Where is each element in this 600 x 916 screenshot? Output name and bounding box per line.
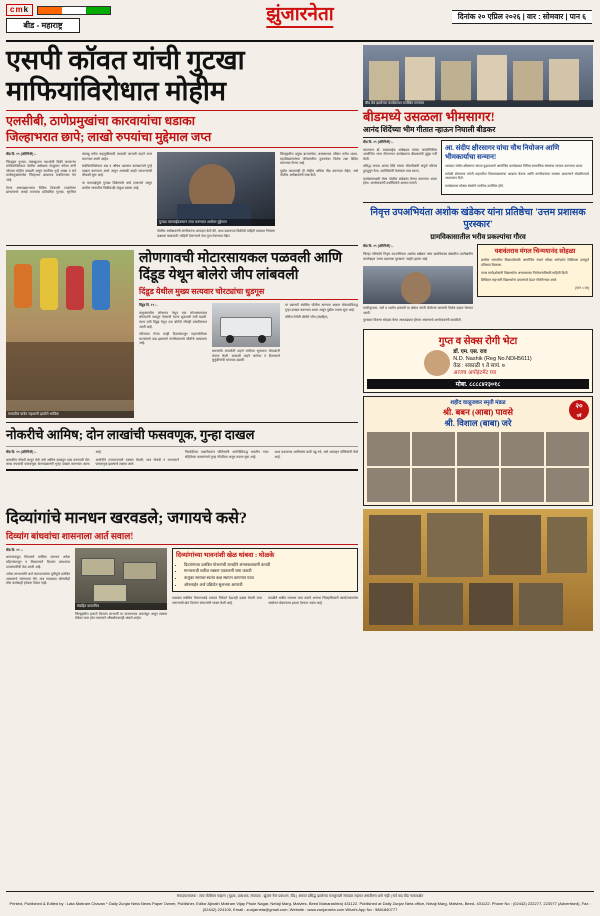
paragraph: परिसरात गेल्या काही दिवसांपासून वाहनचोरीच्या घटनांमध्ये वाढ झाल्याने नागरिकांमध्ये भीतीचे वातावरण आहे. bbox=[139, 332, 207, 346]
right-story3-subhead: ग्रामविकासातील भरीव प्रकल्पांचा गौरव bbox=[430, 233, 526, 242]
paragraph: जिल्ह्यातील हजारो दिव्यांग लाभार्थी या मानधनावर अवलंबून असून रक्कम वेळेवर जमा होत नसल्याने औषधोपचारही थांबले आहेत. bbox=[75, 611, 167, 621]
lead-body-wrap bbox=[6, 152, 358, 241]
footer-tagline: संपादक/मालक : लता मोतीराम चव्हाण | मुद्रक, प्रकाशक, संपादक : झुंजार नेता प्रकाशन, बीड | अंकात प्रसिद्ध झालेल्या मजकुराशी संपादक सहमत असतीलच असे नाही | सर्व वाद बीड न्यायकक्षेत bbox=[176, 894, 424, 899]
photo-caption: गुटखा कारवाईदरम्यान जप्त करण्यात आलेला मुद्देमाल bbox=[157, 219, 275, 226]
paragraph: तातडीने थकीत मानधन जमा करावे अन्यथा जिल्हाधिकारी कार्यालयासमोर आंदोलन छेडण्याचा इशारा देण्यात आला आहे. bbox=[268, 596, 358, 605]
paragraph: कार्यक्रमास मोठ्या संख्येने नागरिक उपस्थित होते. bbox=[445, 183, 504, 188]
right-story3-left bbox=[363, 244, 473, 326]
paragraph: शासकीय नोकरी लावून देतो असे आमिष दाखवून एका तरुणाची दोन लाख रुपयांची फसवणूक केल्याप्रकरणी गुन्हा दाखल करण्यात आला आहे. bbox=[6, 450, 102, 467]
bike-photo2-block bbox=[212, 303, 280, 366]
lead-headline bbox=[6, 45, 358, 107]
festival-photo bbox=[6, 250, 134, 418]
disabled-box-headline: दिव्यांगांच्या भावनांशी खेळ थांबवा : घोळके bbox=[176, 551, 275, 559]
right-story3-body2 bbox=[363, 306, 473, 326]
paragraph: ग्रामीण भागातील विद्यार्थ्यांसाठी आयोजित स्पर्धा परीक्षा मार्गदर्शन शिबिरास उत्स्फूर्त प्रतिसाद मिळाला. bbox=[481, 258, 589, 267]
story3-dateline: बीड दि. १९ (प्रतिनिधी) :- bbox=[363, 244, 394, 249]
masthead-rule bbox=[6, 40, 594, 42]
page-grid bbox=[6, 45, 594, 506]
cmyk-logo bbox=[6, 4, 33, 16]
disabled-points-box bbox=[172, 548, 358, 592]
disabled-dateline: बीड दि. १९ :- bbox=[6, 547, 23, 552]
lead-headline-line1: एसपी कॉवत यांची गुटखा bbox=[6, 45, 245, 75]
paragraph: पुरस्कार वितरण सोहळा येत्या आठवड्यात होणार असल्याचे आयोजकांनी कळविले. bbox=[363, 318, 462, 323]
right-side-box bbox=[477, 244, 593, 326]
badge-number: २० bbox=[575, 402, 583, 410]
side-story-box bbox=[477, 244, 593, 297]
right-story3-body bbox=[363, 244, 473, 264]
lead-body-right bbox=[280, 152, 358, 241]
paragraph: घरासमोर लावलेली वाहने रात्रीच्या सुमारास चोरट्यांनी लंपास केली. सकाळी वाहने जागेवर न दिसल्याने कुटुंबीयांची धावपळ उडाली. bbox=[212, 349, 280, 363]
job-body bbox=[6, 450, 358, 467]
paragraph: याबाबत संबंधित विभागाकडे वारंवार निवेदने देऊनही दखल घेतली जात नसल्याची खंत दिव्यांग संघटनांनी व्यक्त केली आहे. bbox=[172, 596, 262, 605]
disabled-body-1 bbox=[6, 548, 70, 624]
paragraph: या कारवाईमुळे गुटखा विक्रेत्यांचे धाबे दणाणले असून ग्रामीण भागातील विक्रीवरही अंकुश बसला आहे. bbox=[82, 180, 152, 190]
money-photo-block bbox=[75, 548, 167, 624]
paragraph: भारतरत्न डॉ. बाबासाहेब आंबेडकर यांच्या जयंतीनिमित्त आयोजित भव्य गीतगायन कार्यक्रमास बीडकरांनी तुडुंब गर्दी केली. bbox=[363, 147, 437, 161]
masthead bbox=[6, 4, 594, 38]
paper-title: झुंजारनेता bbox=[266, 4, 334, 25]
divider bbox=[6, 245, 358, 246]
paragraph: पाणीपुरवठा, रस्ते व शालेय इमारती या क्षेत्रांत त्यांनी केलेल्या कामांची विशेष दखल घेण्यात आली. bbox=[363, 306, 473, 315]
side-story-body bbox=[481, 258, 589, 293]
list-item: • ऑनलाईन अर्ज प्रक्रियेत सुलभता आणावी bbox=[184, 582, 354, 588]
bike-body-2 bbox=[212, 349, 280, 366]
right-story3-headline: निवृत्त उपअभियंता अशोक खंडेकर यांना प्रतिष्ठेचा 'उत्तम प्रशासक पुरस्कार' bbox=[370, 208, 586, 231]
paragraph: आरोपीने टप्प्याटप्प्याने रक्कम घेतली; मात्र नोकरी न लागल्याने फसवणूक झाल्याचे लक्षात आले. bbox=[95, 457, 179, 467]
edition-region: बीड - महाराष्ट्र bbox=[6, 18, 80, 33]
ad-photo-collage bbox=[363, 509, 593, 631]
right-story1-headline: बीडमध्ये उसळला भीमसागर! bbox=[363, 109, 495, 124]
bike-subhead: दिंडूड येथील मुख्य सत्यवार चोरट्यांचा धुडगूस bbox=[139, 286, 358, 300]
photo-caption-inline: चोरीस गेलेली बोलेरो जीप (संग्रहित) bbox=[285, 315, 328, 320]
masthead-left bbox=[6, 4, 111, 33]
right-story1-subhead: आनंद शिंदेंच्या भीम गीतात न्हाऊन निघाली बीडकर bbox=[363, 125, 593, 138]
right-story3-wrap bbox=[363, 244, 593, 326]
bike-text-block bbox=[139, 250, 358, 418]
paragraph: तालुक्यातील लोणगाव येथून एक मोटारसायकल चोरट्यांनी पळवून नेल्याची घटना शुक्रवारी रात्री घडली. त्याच रात्री दिंडूड येथून एक बोलेरो जीपही लांबविण्यात आली आहे. bbox=[139, 310, 207, 329]
left-column bbox=[6, 45, 358, 506]
job-dateline: बीड दि. १९ (प्रतिनिधी) :- bbox=[6, 450, 37, 455]
lead-body-under-photo bbox=[157, 229, 275, 241]
photo-caption: संग्रहित छायाचित्र bbox=[75, 603, 167, 610]
logo-text: cm bbox=[10, 5, 24, 14]
paragraph: पुढील काळातही ही मोहीम अधिक तीव्र करण्यात येईल, असे पोलीस अधीक्षकांनी स्पष्ट केले. bbox=[280, 168, 358, 178]
lead-headline-line2: माफियांविरोधात मोहीम bbox=[6, 76, 226, 106]
paragraph: या प्रकरणी संबंधित पोलीस ठाण्यात अज्ञात चोरट्यांविरुद्ध गुन्हा दाखल करण्यात आला असून पुढील तपास सुरू आहे. bbox=[285, 303, 358, 312]
disabled-body-2 bbox=[75, 612, 167, 624]
divider bbox=[6, 469, 358, 471]
story-bike bbox=[6, 250, 358, 418]
clinic-ad-photo bbox=[424, 350, 450, 376]
bike-body-3 bbox=[285, 303, 358, 366]
jeep-photo bbox=[212, 303, 280, 347]
doctor-reg: N.D. Nashik (Reg No.NDH5611) bbox=[453, 355, 532, 362]
side-story-headline: यशवंतराव मंगल चिन्मयानंद सोहळा bbox=[494, 248, 576, 256]
lead-body-left bbox=[6, 152, 152, 241]
right-column bbox=[363, 45, 593, 506]
divider bbox=[6, 446, 358, 447]
paragraph: तज्ज्ञ मार्गदर्शकांनी विद्यार्थ्यांना अभ्यासाच्या नियोजनाविषयी माहिती दिली. bbox=[481, 270, 569, 275]
bike-body-1 bbox=[139, 303, 207, 366]
side-story-credit: (पान ५ वर) bbox=[575, 285, 589, 290]
paragraph: अशा प्रकारच्या आमिषांना बळी पडू नये, असे आवाहन पोलिसांनी केले आहे. bbox=[274, 450, 358, 459]
bike-dateline: दिंडूड दि. १९ :- bbox=[139, 303, 158, 308]
paragraph: पोलीस अधीक्षकांनी नागरिकांना आवाहन केले की, अशा प्रकारच्या विक्रीची माहिती तत्काळ नियंत्रण कक्षाला कळवावी; माहिती देणाऱ्याचे नाव गुप्त ठेवण्यात येईल. bbox=[157, 229, 275, 238]
right-story2-block bbox=[441, 140, 593, 198]
lead-photo-block bbox=[157, 152, 275, 241]
list-item: • मानधनाची थकीत रक्कम एकरकमी जमा करावी bbox=[184, 568, 354, 574]
footer bbox=[6, 891, 594, 912]
dateline: दिनांक २० एप्रिल २०२६ | वार : सोमवार | पान ६ bbox=[452, 10, 592, 24]
paragraph: जिल्ह्यात गुटखा, तंबाखूजन्य पदार्थांची विक्री करणाऱ्या माफियांविरोधात पोलीस अधीक्षक नंदकुमार कॉवत यांनी जोरदार मोहीम उघडली असून स्थानिक गुन्हे शाखा व सर्व ठाणेप्रमुखांमार्फत जिल्हाभर छापासत्र राबविण्यात येत आहे. bbox=[6, 159, 76, 182]
anniversary-badge bbox=[569, 400, 589, 420]
lead-dateline: बीड दि. १९ (प्रतिनिधी) :- bbox=[6, 152, 37, 156]
greeting-ad-photos-2 bbox=[367, 468, 589, 502]
disabled-headline: दिव्यांगांचे मानधन खरवडले; जगायचे कसे? bbox=[6, 509, 247, 527]
badge-sub: वर्षे bbox=[576, 412, 582, 418]
paper-title-wrap bbox=[266, 4, 333, 28]
currency-photo bbox=[75, 548, 167, 610]
paragraph: जिल्हा परिषदेचे निवृत्त उपअभियंता अशोक खंडेकर यांना ग्रामविकास क्षेत्रातील उल्लेखनीय कार्याबद्दल 'उत्तम प्रशासक पुरस्कार' जाहीर झाला आहे. bbox=[363, 251, 473, 261]
clinic-appointment: आजच अपॉइंटमेंट घ्या bbox=[453, 369, 497, 376]
bike-photo-block bbox=[6, 250, 134, 418]
right-story2-box bbox=[441, 140, 593, 195]
clinic-ad[interactable] bbox=[363, 329, 593, 393]
tricolor-strip-icon bbox=[37, 6, 111, 15]
lead-subhead-line2: जिल्हाभरात छापे; लाखो रुपयांचा मुद्देमाल जप्त bbox=[6, 130, 212, 144]
disabled-subhead: दिव्यांग बांधवांचा शासनाला आर्त सवाल! bbox=[6, 529, 358, 545]
disabled-box-block bbox=[172, 548, 358, 624]
paragraph: यावेळी बोलताना त्यांनी शहरातील विकासकामांचा आढावा घेतला आणि नागरिकांच्या समस्या प्राधान्याने सोडविण्याचे आश्वासन दिले. bbox=[445, 171, 589, 181]
clinic-ad-title: गुप्त व सेक्स रोगी भेटा bbox=[438, 335, 518, 347]
paragraph: गेल्या आठवड्याभरात विविध ठिकाणी टाकलेल्या छाप्यांमध्ये लाखो रुपयांचा प्रतिबंधित गुटखा, सुगंधित तंबाखू तसेच वाहतुकीसाठी वापरली जाणारी वाहने जप्त करण्यात आली आहेत. bbox=[6, 152, 152, 195]
paragraph: प्रसिद्ध गायक आनंद शिंदे यांच्या भीमगीतांनी संपूर्ण परिसर दुमदुमून गेला. उपस्थितांनी ठेक्यावर ताल धरला. bbox=[363, 164, 437, 173]
list-item: • तालुका स्तरावर स्वतंत्र कक्ष स्थापन करण्यात यावा bbox=[184, 575, 354, 581]
greeting-ad-photos bbox=[367, 432, 589, 466]
greeting-ad-name2: श्री. विशाल (बाबा) जरे bbox=[444, 417, 512, 428]
lead-subhead-line1: एलसीबी, ठाणेप्रमुखांचा कारवायांचा धडाका bbox=[6, 114, 195, 128]
clinic-phone[interactable]: मोबा. ८८८८४२३०१८ bbox=[367, 379, 589, 389]
story-disabled bbox=[6, 509, 594, 631]
awardee-photo bbox=[363, 266, 473, 304]
clinic-hours: वेळ : सकाळी ९ ते सायं. ७ bbox=[453, 362, 505, 369]
right-story2-headline: आ. संदीप क्षीरसागर यांचा चौथ नियोजन आणि भीमकार्याचा सन्मान! bbox=[445, 143, 560, 161]
disabled-body-3 bbox=[172, 596, 358, 608]
photo-caption: गावातील यात्रेत सहभागी झालेले भाविक bbox=[6, 411, 134, 418]
logo-text-k: k bbox=[23, 5, 30, 14]
officer-photo bbox=[157, 152, 275, 226]
disabled-points-list bbox=[176, 562, 354, 587]
greeting-ad-org: शहीद वाळूजकर स्मृती मंडळ bbox=[450, 399, 506, 406]
job-headline: नोकरीचे आमिष; दोन लाखांची फसवणूक, गुन्हा दाखल bbox=[6, 427, 255, 443]
paragraph: संबंधितांविरोधात अन्न व औषध प्रशासन कायद्यान्वये गुन्हे दाखल करण्यात आले असून आणखी काही व्यापाऱ्यांची चौकशी सुरू आहे. bbox=[82, 164, 152, 178]
right-story2-body bbox=[445, 164, 589, 191]
paragraph: अनेक लाभार्थ्यांचे अर्ज कागदपत्रांच्या त्रुटींमुळे प्रलंबित असल्याचे सांगण्यात येते; मात्र त्याबाबत कोणतीही ठोस कार्यवाही होताना दिसत नाही. bbox=[6, 572, 70, 586]
right-story1-body bbox=[363, 140, 437, 198]
paragraph: जिल्ह्यातील प्रमुख बाजारपेठा, बसस्थानक परिसर तसेच शाळा-महाविद्यालयांच्या परिसरातील दुकानांवर विशेष लक्ष केंद्रित करण्यात येणार आहे. bbox=[280, 152, 358, 166]
paragraph: शासनाकडून मिळणारे मासिक मानधन अनेक महिन्यांपासून न मिळाल्याने दिव्यांग बांधवांवर उपासमारीची वेळ आली आहे. bbox=[6, 555, 70, 569]
story1-dateline: बीड दि. १९ (प्रतिनिधी) :- bbox=[363, 139, 394, 144]
paragraph: फिर्यादीच्या तक्रारीवरून पोलिसांनी आरोपीविरुद्ध भारतीय न्याय संहितेच्या कलमांन्वये गुन्हा नोंदविला असून तपास सुरू आहे. bbox=[185, 450, 269, 459]
divider bbox=[363, 202, 593, 203]
doctor-name: डॉ. एम. एस. राव bbox=[453, 348, 487, 355]
footer-address: Printed, Published & Edited by : Lata Motiram Chavan * Daily Zunjar Neta News Paper Owner, Publisher, Editor Ajinath Motiram Vijay Phule Nagar, Netaji Marg, Malvies, Beed Maharashtra) 431122. Published at Daily Zunjar Neta office, Netaji Marg, Malvies, Beed- 431122. Phone No : (02442) 222277, 223077 (Advertised), Fax : (02442) 224100, Email : zunjarneta@gmail.com, Website : www.zunjarneta.com What's App No : 9881840777 bbox=[9, 901, 591, 912]
lead-subhead bbox=[6, 110, 358, 148]
bike-headline: लोणगावची मोटारसायकल पळवली आणि दिंडूड येथून बोलेरो जीप लांबवली bbox=[139, 251, 342, 284]
greeting-ad[interactable] bbox=[363, 396, 593, 506]
paragraph: आमदार संदीप क्षीरसागर यांच्या पुढाकाराने आयोजित कार्यक्रमात विविध सामाजिक संस्थांचा सन्मान करण्यात आला. bbox=[445, 163, 584, 168]
greeting-ad-name1: श्री. बबन (आबा) पावसे bbox=[442, 406, 514, 417]
paragraph: कार्यक्रमस्थळी मोठा पोलीस बंदोबस्त तैनात करण्यात आला होता. आयोजकांनी उपस्थितांचे आभार मानले. bbox=[363, 176, 437, 186]
story-job bbox=[6, 427, 358, 467]
photo-caption: बीड येथे झालेल्या कार्यक्रमात उपस्थित मान्यवर bbox=[363, 100, 593, 107]
paragraph: शिबिरात सहभागी विद्यार्थ्यांना प्रमाणपत्रे देऊन गौरविण्यात आले. bbox=[481, 278, 558, 283]
divider bbox=[6, 422, 358, 423]
bottom-right-ad-space bbox=[363, 509, 593, 631]
right-upper-wrap bbox=[363, 140, 593, 198]
title-underline bbox=[266, 26, 333, 28]
event-photo bbox=[363, 45, 593, 107]
list-item: • दिव्यांगांच्या प्रलंबित योजनांची तातडीने अंमलबजावणी करावी bbox=[184, 562, 354, 568]
